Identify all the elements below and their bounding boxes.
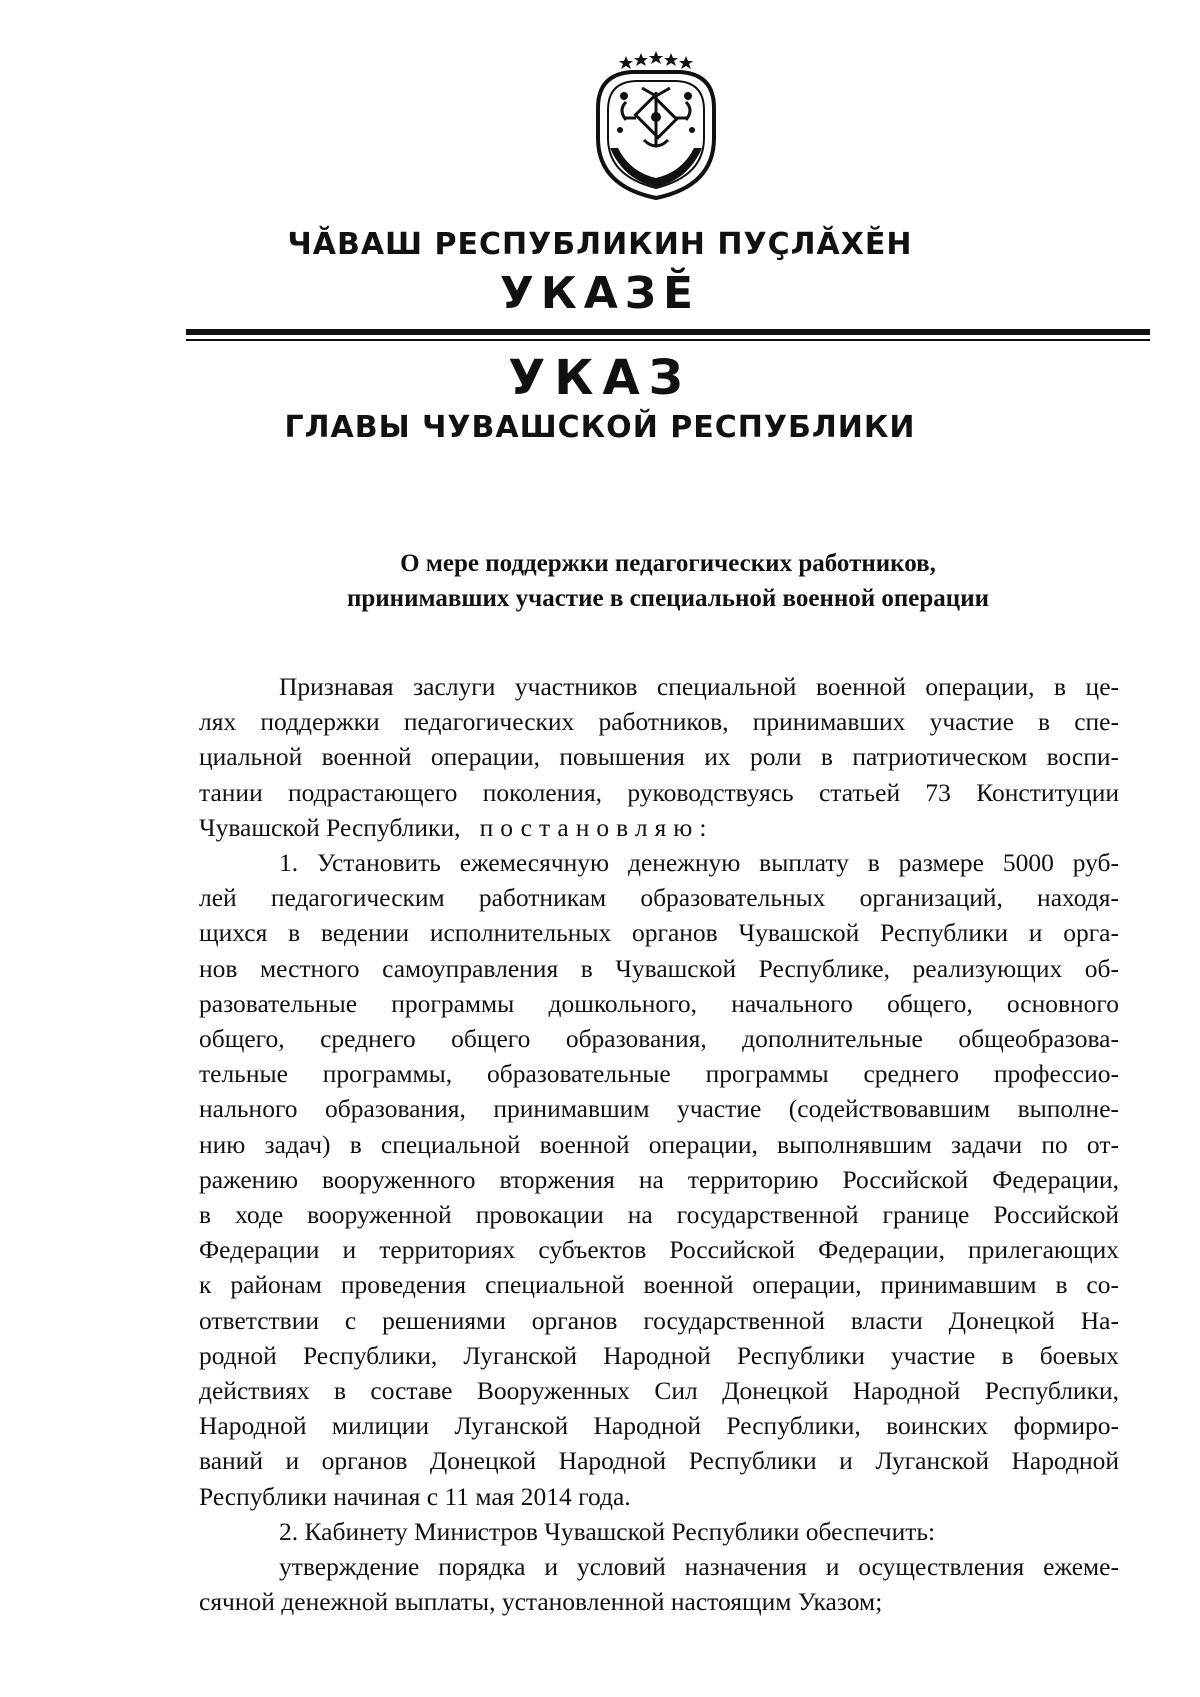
item1-line: общего, среднего общего образования, дополнительные общеобразова- [199,1024,1119,1054]
preamble-line: циальной военной операции, повышения их роли в патриотическом воспи- [199,742,1119,772]
header-divider-thick [186,329,1150,335]
item2-line: утверждение порядка и условий назначения и осуществления ежеме- [279,1552,1119,1582]
item1-last-line: Республики начиная с 11 мая 2014 года. [199,1481,631,1511]
item1-line: Народной милиции Луганской Народной Республики, воинских формиро- [199,1411,1119,1441]
document-title-line1: О мере поддержки педагогических работников, [400,550,936,577]
item1-line: ражению вооруженного вторжения на территорию Российской Федерации, [199,1164,1119,1194]
document-title [186,546,1150,616]
item1-line: к районам проведения специальной военной операции, принимавшим в со- [199,1270,1119,1300]
item1-line: 1. Установить ежемесячную денежную выплату в размере 5000 руб- [279,848,1119,878]
item1-line: нального образования, принимавшим участие (содействовавшим выполне- [199,1094,1119,1124]
item1-line: щихся в ведении исполнительных органов Чувашской Республики и орга- [199,918,1119,948]
decree-word: постановляю: [479,812,714,842]
stars-icon [619,51,693,69]
item1-line: разовательные программы дошкольного, начального общего, основного [199,988,1119,1018]
preamble-last-line-start: Чувашской Республики, [199,812,461,842]
item1-line: Федерации и территориях субъектов Российской Федерации, прилегающих [199,1235,1119,1265]
item1-line: ответствии с решениями органов государственной власти Донецкой На- [199,1305,1119,1335]
header-russian-line2: ГЛАВЫ ЧУВАШСКОЙ РЕСПУБЛИКИ [284,410,916,445]
item2-heading: 2. Кабинету Министров Чувашской Республики обеспечить: [279,1516,936,1546]
item1-line: нов местного самоуправления в Чувашской Республике, реализующих об- [199,953,1119,983]
header-chuvash-decree-word: УКАЗĔ [499,268,701,319]
document-title-line2: принимавших участие в специальной военной операции [346,585,990,612]
item1-line: лей педагогическим работникам образовательных организаций, находя- [199,883,1119,913]
header-russian-decree-word: УКАЗ [508,350,692,406]
item1-line: действиях в составе Вооруженных Сил Донецкой Народной Республики, [199,1376,1119,1406]
header-divider-thin [186,339,1150,341]
coat-of-arms-icon [584,48,728,200]
preamble-last-line [199,810,1119,845]
item1-line: тельные программы, образовательные программы среднего профессио- [199,1059,1119,1089]
header-chuvash-line1: ЧĂВАШ РЕСПУБЛИКИН ПУÇЛĂХĔН [287,227,913,262]
preamble-line: лях поддержки педагогических работников, принимавших участие в спе- [199,707,1119,737]
item1-line: нию задач) в специальной военной операции, выполнявшим задачи по от- [199,1129,1119,1159]
item2-last-line: сячной денежной выплаты, установленной настоящим Указом; [199,1587,883,1617]
item1-line: в ходе вооруженной провокации на государственной границе Российской [199,1200,1119,1230]
document-body [199,669,1119,1619]
preamble-line: тании подрастающего поколения, руководствуясь статьей 73 Конституции [199,777,1119,807]
item1-line: ваний и органов Донецкой Народной Республики и Луганской Народной [199,1446,1119,1476]
item1-line: родной Республики, Луганской Народной Республики участие в боевых [199,1340,1119,1370]
preamble-line: Признавая заслуги участников специальной военной операции, в це- [279,672,1119,701]
